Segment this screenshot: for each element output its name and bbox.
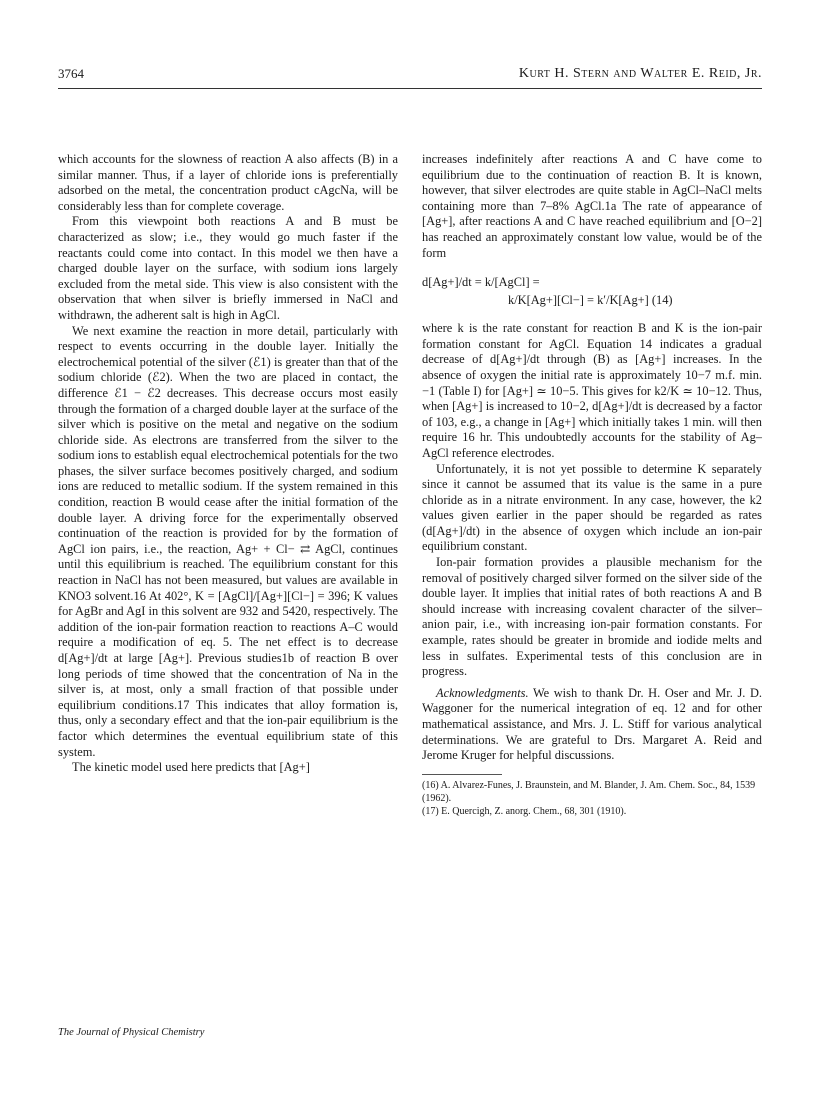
paragraph: The kinetic model used here predicts that [Ag+] [72, 760, 310, 775]
acknowledgments-text: We wish to thank Dr. H. Oser and Mr. J. D. Waggoner for the numerical integration of eq. 12 and for other mathematical assistance, and Mrs. J. L. Stiff for various analytical determinations. We are grateful to Drs. Margaret A. Reid and Jerome Kruger for helpful discussions. [422, 685, 763, 763]
paragraph: where k is the rate constant for reaction B and K is the ion-pair formation constant for AgCl. Equation 14 indicates a gradual decrease of d[Ag+]/dt through (B) as [Ag+] increases. In the absence of oxygen the initial rate is approximately 10−7 m.f. min.−1 (Table I) for [Ag+] ≃ 10−5. This gives for k2/K ≃ 10−12. Thus, when [Ag+] is increased to 10−2, d[Ag+]/dt is decreased by a factor of 103, e.g., a change in [Ag+] which initially takes 1 min. will then require 16 hr. This undoubtedly accounts for the stability of Ag–AgCl reference electrodes. [422, 321, 762, 460]
paragraph: We next examine the reaction in more detail, particularly with respect to events occurring in the double layer. Initially the electrochemical potential of the silver (ℰ1) is greater than that of the sodium chloride (ℰ2). When the two are placed in contact, the difference ℰ1 − ℰ2 decreases. This decrease occurs most easily through the formation of a charged double layer at the surface of the silver which is positive on the metal and negative on the sodium chloride side. As electrons are transferred from the silver to the sodium ions to establish equal electrochemical potentials for the two phases, the silver surface becomes positively charged, and sodium ions are reduced to metallic sodium. If the system remained in this condition, reaction B would cease after the initial formation of the double layer. A driving force for the experimentally observed continuation of the reaction is provided for by the formation of AgCl ion pairs, i.e., the reaction, Ag+ + Cl− ⇄ AgCl, continues until this equilibrium is reached. The equilibrium constant for this reaction in NaCl has not been measured, but values are available in KNO3 solvent.16 At 402°, K = [AgCl]/[Ag+][Cl−] = 396; K values for AgBr and AgI in this solvent are 932 and 5420, respectively. The addition of the ion-pair formation reaction to reactions A–C would require a modification of eq. 5. The net effect is to decrease d[Ag+]/dt at large [Ag+]. Previous studies1b of reaction B over long periods of time showed that the concentration of Na in the silver is, at most, only a small fraction of that possible under equilibrium conditions.17 This indicates that alloy formation is, thus, only a secondary effect and that the ion-pair equilibrium is the factor which determines the eventual equilibrium state of this system. [58, 323, 398, 759]
running-head-authors: Kurt H. Stern and Walter E. Reid, Jr. [518, 66, 762, 81]
paragraph: Unfortunately, it is not yet possible to determine K separately since it cannot be assumed that its value is the same in a pure chloride as in a nitrate environment. In any case, however, the k2 values given earlier in the paper should be regarded as rates (d[Ag+]/dt) in the absence of oxygen which include an ion-pair equilibrium constant. [422, 461, 762, 554]
footnote: (16) A. Alvarez-Funes, J. Braunstein, and M. Blander, J. Am. Chem. Soc., 84, 1539 (1962). [422, 779, 756, 804]
journal-footer: The Journal of Physical Chemistry [58, 1027, 205, 1038]
page-header [58, 66, 762, 86]
footnote: (17) E. Quercigh, Z. anorg. Chem., 68, 301 (1910). [422, 805, 627, 817]
acknowledgments-heading: Acknowledgments. [436, 685, 529, 700]
equation-14 [422, 273, 762, 309]
header-rule [58, 88, 762, 89]
left-column [58, 152, 398, 776]
page-number: 3764 [58, 66, 84, 81]
paragraph: From this viewpoint both reactions A and B must be characterized as slow; i.e., they would go much faster if the reactants could come into contact. In this model we then have a charged double layer on the surface, with sodium ions largely excluded from the metal side. This view is also consistent with the observation that when silver is briefly immersed in NaCl and withdrawn, the adherent salt is high in AgCl. [58, 214, 398, 322]
equation-line: d[Ag+]/dt = k/[AgCl] = [422, 275, 540, 290]
footnote-rule [422, 774, 502, 775]
paragraph: increases indefinitely after reactions A and C have come to equilibrium due to the continuation of reaction B. It is known, however, that silver electrodes are quite stable in AgCl–NaCl melts containing more than 7–8% AgCl.1a The rate of appearance of [Ag+], after reactions A and C have reached equilibrium and [O−2] has reached an approximately constant low value, would be of the form [422, 152, 762, 260]
acknowledgments [422, 686, 762, 764]
paragraph: Ion-pair formation provides a plausible mechanism for the removal of positively charged silver formed on the silver side of the double layer. It implies that initial rates of both reactions A and B should increase with increasing covalent character of the silver–anion pair, i.e., with increasing ion-pair formation constants. For example, rates should be greater in bromide and iodide melts and less in sulfates. Experimental tests of this conclusion are in progress. [422, 555, 762, 679]
equation-line: k/K[Ag+][Cl−] = k′/K[Ag+] (14) [508, 293, 673, 308]
paragraph: which accounts for the slowness of reaction A also affects (B) in a similar manner. Thus, if a layer of chloride ions is preferentially adsorbed on the metal, the concentration product cAgcNa, will be considerably less than for complete coverage. [58, 152, 398, 213]
right-column [422, 152, 762, 818]
